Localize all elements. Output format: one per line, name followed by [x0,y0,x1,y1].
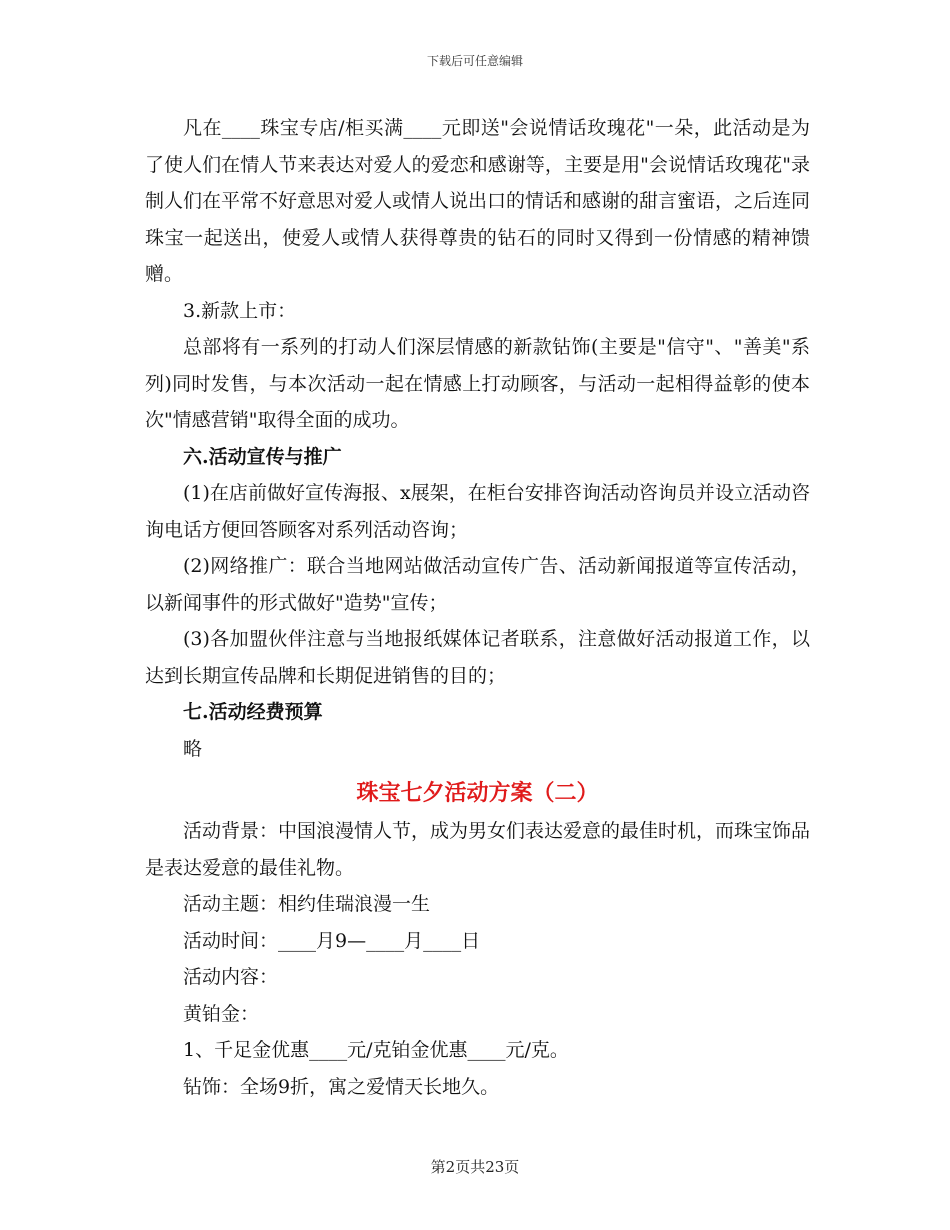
paragraph-new-products: 总部将有一系列的打动人们深层情感的新款钻饰(主要是"信守"、"善美"系列)同时发售，与本次活动一起在情感上打动顾客，与活动一起相得益彰的使本次"情感营销"取得全面的成功。 [145,336,810,431]
promotion-item-1: (1)在店前做好宣传海报、x展架，在柜台安排咨询活动咨询员并设立活动咨询电话方便回答顾客对系列活动咨询； [145,482,810,541]
plan2-title: 珠宝七夕活动方案（二） [356,780,599,806]
plan2-time: 活动时间：____月9—____月____日 [183,929,481,952]
section-heading-promotion: 六.活动宣传与推广 [183,445,342,468]
page-footer: 第2页共23页 [430,1158,520,1176]
plan2-background: 活动背景：中国浪漫情人节，成为男女们表达爱意的最佳时机，而珠宝饰品是表达爱意的最佳礼物。 [145,820,811,879]
plan2-content-label: 活动内容： [183,966,279,988]
subheading-new-products: 3.新款上市： [183,299,297,322]
promotion-item-3: (3)各加盟伙伴注意与当地报纸媒体记者联系，注意做好活动报道工作，以达到长期宣传品牌和长期促进销售的目的； [145,628,810,687]
plan2-gold-offer: 1、千足金优惠____元/克铂金优惠____元/克。 [183,1039,569,1061]
plan2-gold-label: 黄铂金： [183,1002,260,1025]
plan2-diamond-offer: 钻饰：全场9折，寓之爱情天长地久。 [183,1075,500,1098]
budget-body: 略 [183,737,203,760]
paragraph-gift-promo: 凡在____珠宝专店/柜买满____元即送"会说情话玫瑰花"一朵，此活动是为了使人们在情人节来表达对爱人的爱恋和感谢等，主要是用"会说情话玫瑰花"录制人们在平常不好意思对爱人或情人说出口的情话和感谢的甜言蜜语，之后连同珠宝一起送出，使爱人或情人获得尊贵的钻石的同时又得到一份情感的精神馈赠。 [145,117,811,285]
plan2-theme: 活动主题：相约佳瑞浪漫一生 [183,893,431,915]
document-body [145,110,810,1105]
section-heading-budget: 七.活动经费预算 [183,701,323,723]
promotion-item-2: (2)网络推广：联合当地网站做活动宣传广告、活动新闻报道等宣传活动，以新闻事件的形式做好"造势"宣传； [145,555,810,614]
page-header: 下载后可任意编辑 [426,54,523,68]
